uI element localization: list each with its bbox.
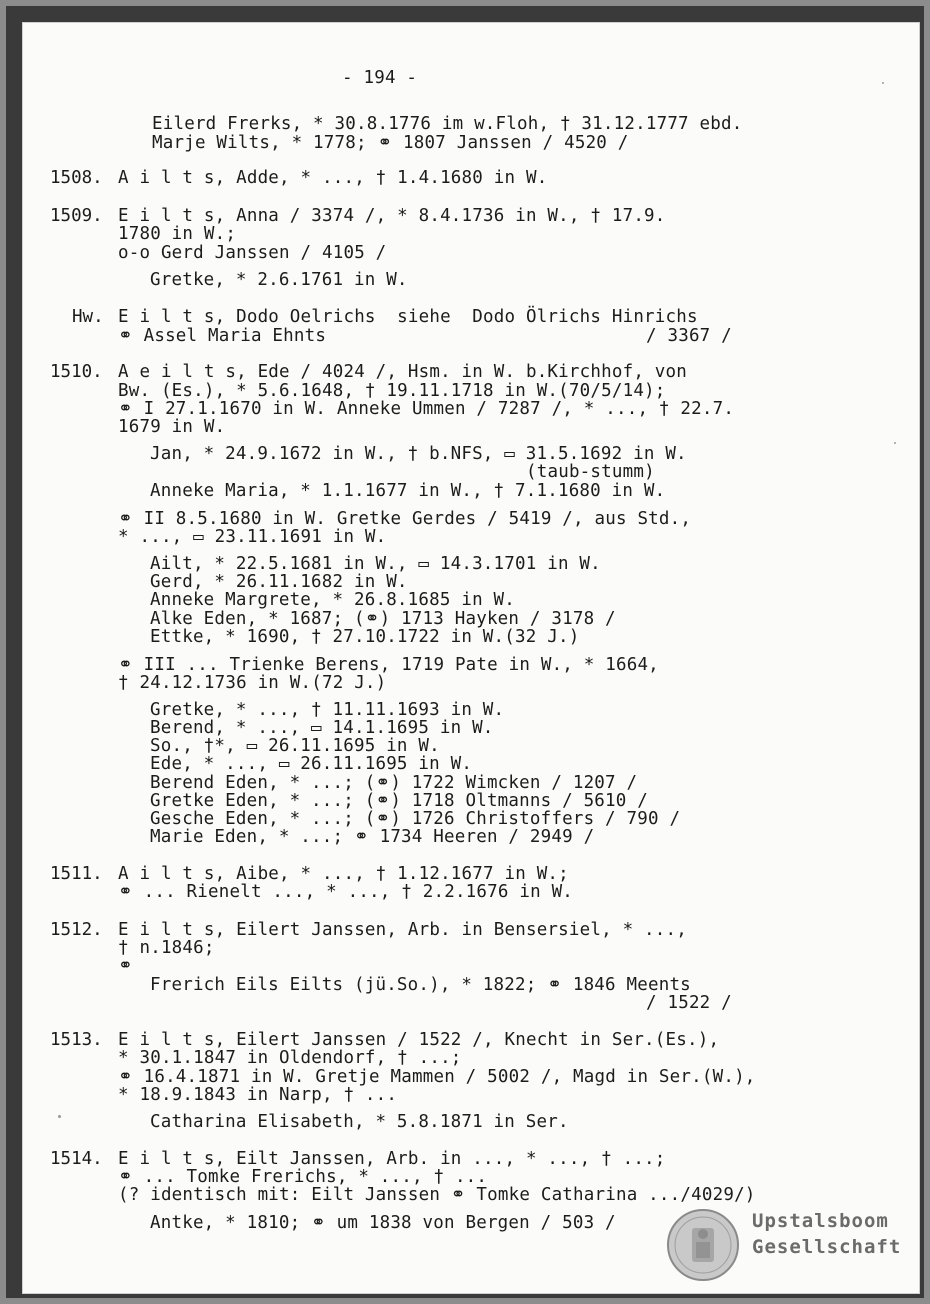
marriage-line: * ..., ▭ 23.11.1691 in W.: [118, 527, 387, 547]
marriage-line: † 24.12.1736 in W.(72 J.): [118, 673, 387, 693]
entry-number: 1514.: [50, 1149, 103, 1169]
child-line: Ettke, * 1690, † 27.10.1722 in W.(32 J.): [150, 627, 580, 647]
child-line: Antke, * 1810; ⚭ um 1838 von Bergen / 503 /: [150, 1213, 616, 1233]
document-frame: [6, 6, 924, 1298]
entry-number: 1508.: [50, 168, 103, 188]
entry-line: 1679 in W.: [118, 417, 226, 437]
entry-reference: / 1522 /: [646, 993, 732, 1013]
child-line: Ede, * ..., ▭ 26.11.1695 in W.: [150, 754, 473, 774]
intro-line-1: Eilerd Frerks, * 30.8.1776 im w.Floh, † 31.12.1777 ebd.: [152, 114, 743, 134]
child-line: Anneke Margrete, * 26.8.1685 in W.: [150, 590, 516, 610]
scan-speck: [894, 442, 896, 444]
entry-line: ⚭ I 27.1.1670 in W. Anneke Ummen / 7287 /, * ..., † 22.7.: [118, 399, 735, 419]
entry-line: ⚭ 16.4.1871 in W. Gretje Mammen / 5002 /, Magd in Ser.(W.),: [118, 1067, 756, 1087]
entry-line: 1780 in W.;: [118, 224, 237, 244]
child-line: Ailt, * 22.5.1681 in W., ▭ 14.3.1701 in W.: [150, 554, 601, 574]
child-line: Berend, * ..., ▭ 14.1.1695 in W.: [150, 718, 494, 738]
entry-number: Hw.: [72, 307, 104, 327]
child-line: Gretke Eden, * ...; (⚭) 1718 Oltmanns / 5610 /: [150, 791, 648, 811]
child-line: Marie Eden, * ...; ⚭ 1734 Heeren / 2949 /: [150, 827, 595, 847]
marriage-line: ⚭ III ... Trienke Berens, 1719 Pate in W., * 1664,: [118, 655, 659, 675]
child-note: (taub-stumm): [526, 462, 655, 482]
entry-line: * 18.9.1843 in Narp, † ...: [118, 1085, 398, 1105]
entry-reference: / 3367 /: [646, 326, 732, 346]
entry-line: † n.1846;: [118, 938, 215, 958]
child-line: Jan, * 24.9.1672 in W., † b.NFS, ▭ 31.5.1692 in W.: [150, 444, 687, 464]
scan-speck: [882, 82, 884, 84]
brand-line-2: Gesellschaft: [752, 1236, 902, 1258]
entry-line: E i l t s, Eilert Janssen, Arb. in Bensersiel, * ...,: [118, 920, 688, 940]
page-number: - 194 -: [342, 68, 418, 88]
child-line: Berend Eden, * ...; (⚭) 1722 Wimcken / 1207 /: [150, 773, 638, 793]
entry-line: E i l t s, Eilt Janssen, Arb. in ..., * ..., † ...;: [118, 1149, 666, 1169]
child-line: Gerd, * 26.11.1682 in W.: [150, 572, 408, 592]
entry-number: 1513.: [50, 1030, 103, 1050]
child-line: So., †*, ▭ 26.11.1695 in W.: [150, 736, 440, 756]
child-line: Frerich Eils Eilts (jü.So.), * 1822; ⚭ 1846 Meents: [150, 975, 691, 995]
entry-number: 1512.: [50, 920, 103, 940]
entry-line: E i l t s, Anna / 3374 /, * 8.4.1736 in W., † 17.9.: [118, 206, 666, 226]
entry-line: o-o Gerd Janssen / 4105 /: [118, 243, 387, 263]
entry-line: A i l t s, Adde, * ..., † 1.4.1680 in W.: [118, 168, 548, 188]
child-line: Catharina Elisabeth, * 5.8.1871 in Ser.: [150, 1112, 569, 1132]
entry-number: 1511.: [50, 864, 103, 884]
entry-line: Bw. (Es.), * 5.6.1648, † 19.11.1718 in W.(70/5/14);: [118, 381, 666, 401]
brand-line-1: Upstalsboom: [752, 1210, 889, 1232]
entry-line: ⚭ Assel Maria Ehnts: [118, 326, 327, 346]
child-line: Gretke, * ..., † 11.11.1693 in W.: [150, 700, 505, 720]
entry-number: 1509.: [50, 206, 103, 226]
child-line: Gesche Eden, * ...; (⚭) 1726 Christoffers / 790 /: [150, 809, 681, 829]
marriage-line: ⚭ II 8.5.1680 in W. Gretke Gerdes / 5419 /, aus Std.,: [118, 509, 692, 529]
child-line: Anneke Maria, * 1.1.1677 in W., † 7.1.1680 in W.: [150, 481, 666, 501]
child-line: Alke Eden, * 1687; (⚭) 1713 Hayken / 3178 /: [150, 609, 616, 629]
entry-line: ⚭ ... Rienelt ..., * ..., † 2.2.1676 in W.: [118, 882, 574, 902]
seal-icon: [666, 1208, 740, 1282]
entry-line: * 30.1.1847 in Oldendorf, † ...;: [118, 1048, 462, 1068]
entry-line: (? identisch mit: Eilt Janssen ⚭ Tomke Catharina .../4029/): [118, 1185, 756, 1205]
document-page: [22, 22, 920, 1294]
entry-line: A e i l t s, Ede / 4024 /, Hsm. in W. b.Kirchhof, von: [118, 362, 688, 382]
entry-line: A i l t s, Aibe, * ..., † 1.12.1677 in W.;: [118, 864, 569, 884]
intro-line-2: Marje Wilts, * 1778; ⚭ 1807 Janssen / 4520 /: [152, 133, 629, 153]
child-line: Gretke, * 2.6.1761 in W.: [150, 270, 408, 290]
entry-number: 1510.: [50, 362, 103, 382]
entry-line: E i l t s, Dodo Oelrichs siehe Dodo Ölrichs Hinrichs: [118, 307, 698, 327]
entry-line: ⚭: [118, 956, 133, 976]
entry-line: E i l t s, Eilert Janssen / 1522 /, Knecht in Ser.(Es.),: [118, 1030, 720, 1050]
scan-speck: [58, 1115, 61, 1118]
entry-line: ⚭ ... Tomke Frerichs, * ..., † ...: [118, 1167, 488, 1187]
